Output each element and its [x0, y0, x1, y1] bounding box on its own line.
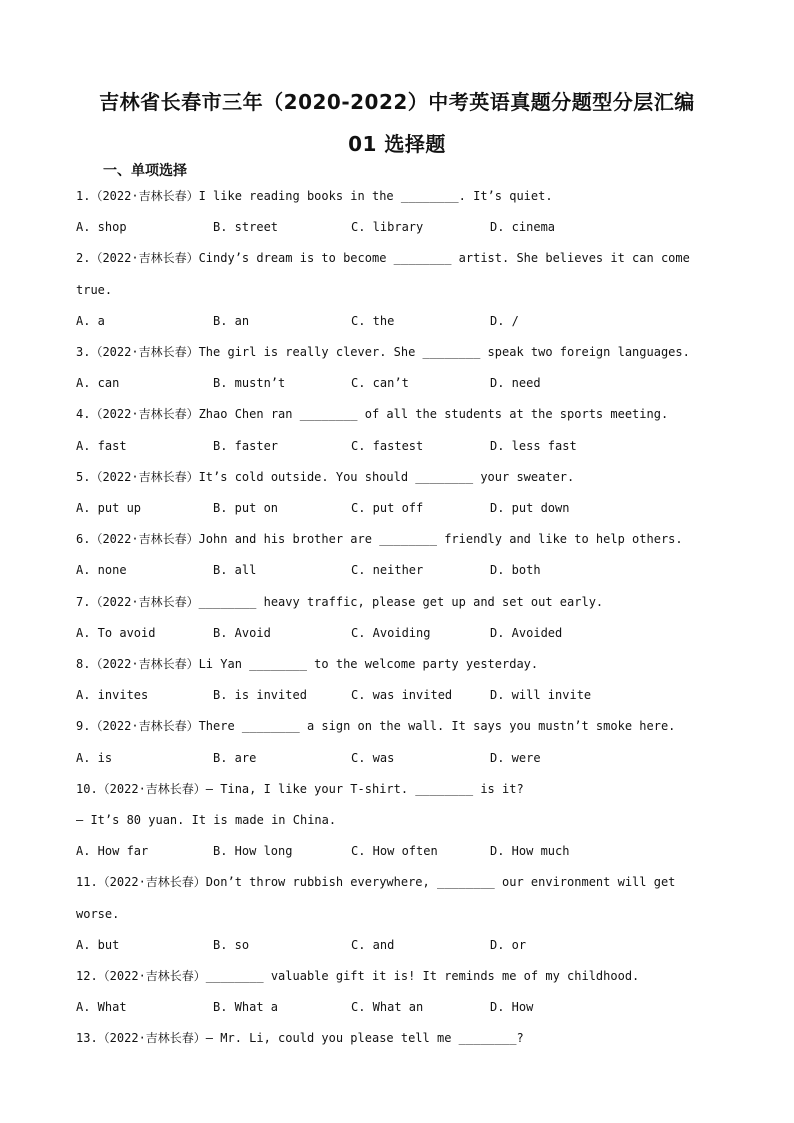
answer-option: B. Avoid	[213, 625, 271, 640]
answer-option: A. a	[76, 313, 105, 328]
answer-option: C. What an	[351, 1000, 424, 1015]
answer-option: D. less fast	[490, 438, 577, 453]
question-stem: 6.（2022·吉林长春）John and his brother are ________ friendly and like to help others.	[76, 532, 683, 547]
answer-option: C. library	[351, 220, 424, 235]
answer-option: D. cinema	[490, 220, 556, 235]
answer-option: D. or	[490, 937, 527, 952]
answer-option: C. put off	[351, 501, 424, 515]
answer-option: A. What	[76, 1000, 127, 1015]
answer-option: B. mustn’t	[213, 376, 286, 391]
answer-option: D. Avoided	[490, 625, 563, 640]
answer-option: B. put on	[213, 501, 279, 515]
answer-option: A. To avoid	[76, 625, 156, 640]
answer-option: C. the	[351, 313, 395, 328]
section-heading: 一、单项选择	[103, 163, 187, 179]
answer-option: A. put up	[76, 501, 142, 515]
answer-option: D. How much	[490, 844, 570, 859]
question-stem: 1.（2022·吉林长春）I like reading books in the ________. It’s quiet.	[76, 189, 553, 203]
answer-option: B. are	[213, 750, 257, 765]
question-stem: 13.（2022·吉林长春）— Mr. Li, could you please tell me ________?	[76, 1031, 524, 1046]
document-title: 吉林省长春市三年（2020-2022）中考英语真题分题型分层汇编	[99, 90, 695, 114]
answer-option: B. street	[213, 220, 279, 235]
answer-option: B. faster	[213, 438, 279, 453]
question-stem: 2.（2022·吉林长春）Cindy’s dream is to become ________ artist. She believes it can come	[76, 251, 690, 266]
answer-option: B. How long	[213, 844, 293, 859]
document-subtitle: 01 选择题	[348, 132, 446, 156]
answer-option: A. but	[76, 937, 120, 952]
question-stem: 10.（2022·吉林长春）— Tina, I like your T-shirt. ________ is it?	[76, 781, 524, 796]
answer-option: C. and	[351, 937, 395, 952]
answer-option: A. invites	[76, 688, 149, 703]
answer-option: C. neither	[351, 563, 424, 578]
answer-option: A. is	[76, 750, 113, 765]
answer-option: C. How often	[351, 844, 438, 859]
answer-option: C. can’t	[351, 376, 409, 391]
answer-option: B. all	[213, 563, 257, 578]
answer-option: B. so	[213, 937, 250, 952]
answer-option: D. were	[490, 750, 541, 765]
answer-option: A. How far	[76, 844, 149, 859]
answer-option: D. put down	[490, 501, 570, 515]
question-stem: 11.（2022·吉林长春）Don’t throw rubbish everywhere, ________ our environment will get	[76, 875, 676, 890]
question-stem: 4.（2022·吉林长春）Zhao Chen ran ________ of all the students at the sports meeting.	[76, 407, 669, 422]
question-stem: 8.（2022·吉林长春）Li Yan ________ to the welcome party yesterday.	[76, 657, 539, 671]
answer-option: C. was	[351, 750, 395, 765]
question-stem: 12.（2022·吉林长春）________ valuable gift it is! It reminds me of my childhood.	[76, 969, 640, 983]
answer-option: B. What a	[213, 1000, 279, 1015]
answer-option: D. How	[490, 1000, 534, 1015]
question-stem: 7.（2022·吉林长春）________ heavy traffic, please get up and set out early.	[76, 594, 604, 609]
answer-option: A. shop	[76, 220, 127, 235]
question-stem-continued: true.	[76, 282, 113, 297]
answer-option: B. an	[213, 313, 250, 328]
answer-option: D. need	[490, 376, 541, 391]
answer-option: D. both	[490, 563, 541, 578]
answer-option: A. fast	[76, 438, 127, 453]
question-stem: 3.（2022·吉林长春）The girl is really clever. She ________ speak two foreign languages.	[76, 345, 690, 359]
answer-option: B. is invited	[213, 688, 307, 703]
question-stem: 5.（2022·吉林长春）It’s cold outside. You should ________ your sweater.	[76, 469, 575, 484]
answer-option: C. Avoiding	[351, 625, 431, 640]
answer-option: A. none	[76, 563, 127, 578]
answer-option: C. was invited	[351, 688, 453, 703]
answer-option: C. fastest	[351, 438, 424, 453]
answer-option: D. /	[490, 313, 519, 328]
question-stem-continued: worse.	[76, 906, 120, 921]
answer-option: D. will invite	[490, 688, 592, 703]
answer-option: A. can	[76, 376, 120, 391]
question-stem: 9.（2022·吉林长春）There ________ a sign on the wall. It says you mustn’t smoke here.	[76, 719, 676, 734]
question-stem-continued: — It’s 80 yuan. It is made in China.	[76, 813, 337, 827]
